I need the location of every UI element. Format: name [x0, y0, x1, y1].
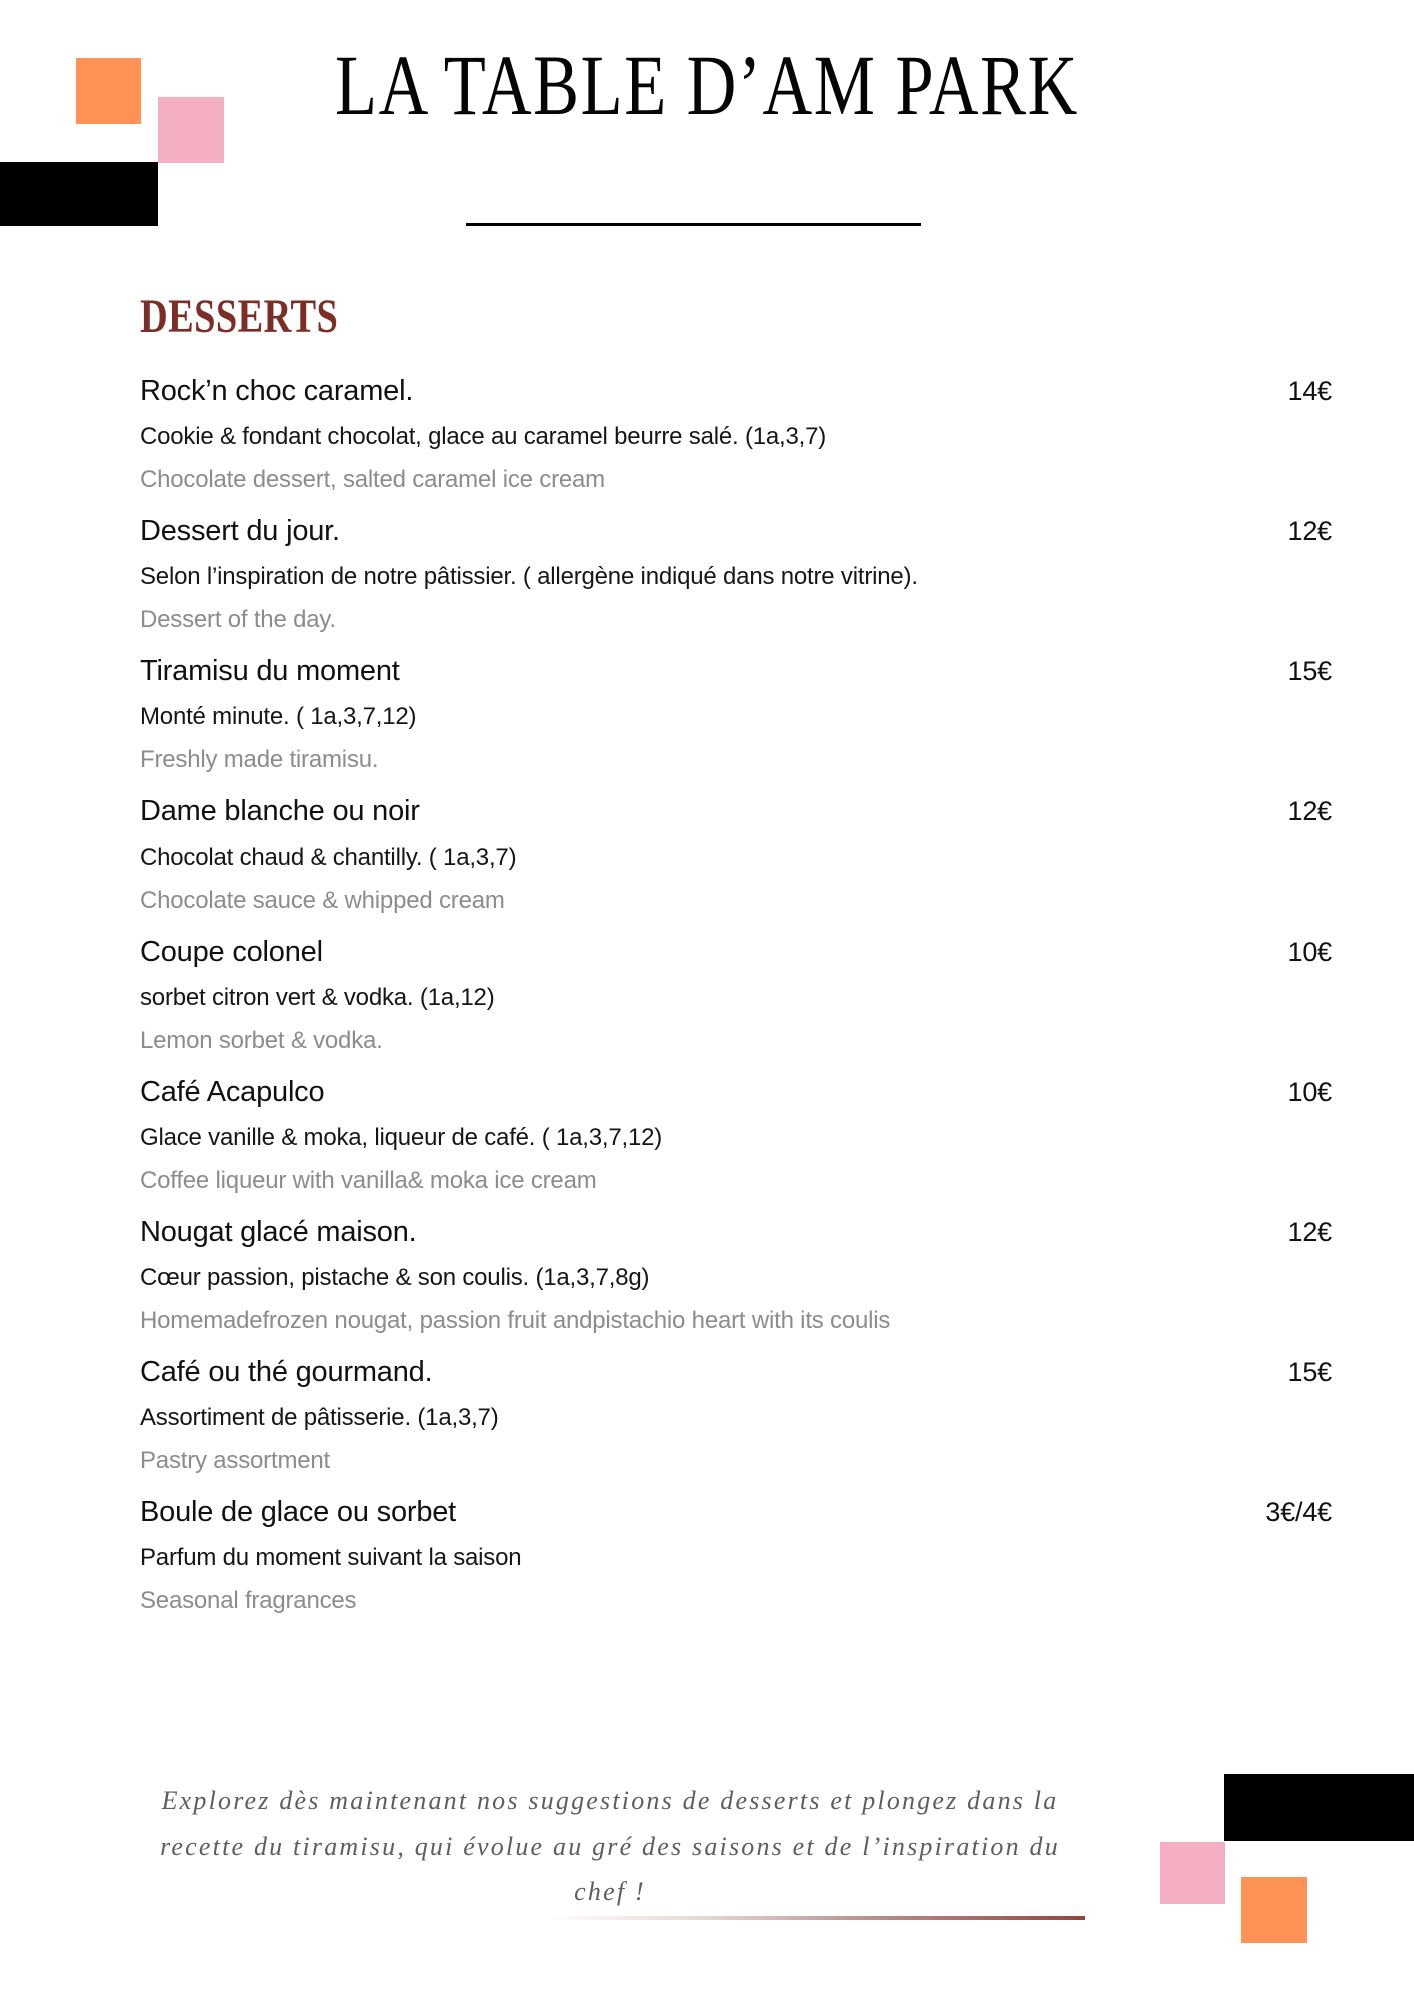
- menu-item: [140, 792, 1332, 918]
- decorative-rect-black-top-left: [0, 162, 158, 226]
- menu-item-description-fr: Selon l’inspiration de notre pâtissier. ( allergène indiqué dans notre vitrine).: [140, 563, 918, 591]
- menu-item-header: [140, 1073, 1332, 1112]
- menu-item-name: Dessert du jour.: [140, 515, 340, 548]
- restaurant-title: LA TABLE D’AM PARK: [335, 37, 1079, 133]
- menu-item-header: [140, 512, 1332, 551]
- menu-item-description-fr: Monté minute. ( 1a,3,7,12): [140, 703, 417, 731]
- menu-item-price: 14€: [1287, 376, 1332, 406]
- menu-item-description-en: Freshly made tiramisu.: [140, 746, 379, 774]
- menu-item-name: Coupe colonel: [140, 935, 323, 968]
- section-heading-desserts: DESSERTS: [140, 290, 339, 343]
- menu-item: [140, 933, 1332, 1059]
- footer-note: Explorez dès maintenant nos suggestions de desserts et plongez dans la recette du tiramisu, qui évolue au gré des saisons et de l’inspiration du chef !: [160, 1786, 1060, 1906]
- menu-item-price: 12€: [1287, 1216, 1332, 1247]
- menu-item-price: 12€: [1287, 516, 1332, 547]
- menu-item-price: 15€: [1287, 656, 1332, 687]
- menu-item: [140, 1493, 1332, 1619]
- menu-item-header: [140, 1493, 1332, 1532]
- menu-item: [140, 1073, 1332, 1199]
- menu-item-description-fr: Parfum du moment suivant la saison: [140, 1544, 522, 1572]
- menu-item-description-fr: Assortiment de pâtisserie. (1a,3,7): [140, 1404, 499, 1432]
- menu-item: [140, 1353, 1332, 1479]
- menu-item-header: [140, 372, 1332, 411]
- menu-item-description-en: Chocolate sauce & whipped cream: [140, 886, 505, 914]
- menu-item: [140, 372, 1332, 498]
- menu-item-description-en: Coffee liqueur with vanilla& moka ice cream: [140, 1166, 597, 1194]
- menu-item: [140, 652, 1332, 778]
- menu-item-price: 10€: [1287, 936, 1332, 967]
- menu-item-description-fr: Cookie & fondant chocolat, glace au caramel beurre salé. (1a,3,7): [140, 423, 827, 451]
- menu-item-description-fr: Glace vanille & moka, liqueur de café. ( 1a,3,7,12): [140, 1123, 663, 1151]
- menu-item-header: [140, 933, 1332, 972]
- footer-gradient-rule: [545, 1916, 1085, 1920]
- menu-item-name: Tiramisu du moment: [140, 655, 400, 688]
- menu-item-description-en: Homemadefrozen nougat, passion fruit andpistachio heart with its coulis: [140, 1306, 891, 1334]
- menu-item-header: [140, 1353, 1332, 1392]
- menu-item-price: 12€: [1287, 796, 1332, 827]
- menu-item-price: 10€: [1287, 1076, 1332, 1107]
- decorative-square-orange-top-left: [76, 58, 141, 124]
- menu-item-name: Dame blanche ou noir: [140, 795, 420, 828]
- decorative-square-pink-bottom-right: [1160, 1842, 1225, 1904]
- menu-item-name: Café Acapulco: [140, 1075, 325, 1108]
- menu-item-description-en: Lemon sorbet & vodka.: [140, 1026, 383, 1054]
- decorative-rect-black-bottom-right: [1224, 1774, 1414, 1841]
- menu-item: [140, 512, 1332, 638]
- decorative-square-orange-bottom-right: [1241, 1877, 1307, 1943]
- menu-item-price: 3€/4€: [1265, 1497, 1332, 1528]
- menu-item-description-en: Seasonal fragrances: [140, 1587, 357, 1615]
- menu-item: [140, 1213, 1332, 1339]
- menu-item-description-fr: Chocolat chaud & chantilly. ( 1a,3,7): [140, 843, 517, 871]
- menu-item-name: Boule de glace ou sorbet: [140, 1496, 457, 1529]
- menu-item-description-en: Pastry assortment: [140, 1447, 330, 1475]
- menu-item-header: [140, 652, 1332, 691]
- title-divider: [466, 223, 921, 226]
- menu-item-name: Café ou thé gourmand.: [140, 1355, 433, 1388]
- menu-item-description-en: Chocolate dessert, salted caramel ice cream: [140, 466, 605, 494]
- menu-item-price: 15€: [1287, 1356, 1332, 1387]
- menu-item-name: Nougat glacé maison.: [140, 1215, 417, 1248]
- menu-item-list: [140, 372, 1332, 1633]
- menu-item-description-fr: sorbet citron vert & vodka. (1a,12): [140, 983, 495, 1011]
- menu-item-name: Rock’n choc caramel.: [140, 375, 414, 407]
- menu-item-header: [140, 792, 1332, 831]
- menu-item-description-en: Dessert of the day.: [140, 606, 336, 634]
- menu-item-header: [140, 1213, 1332, 1252]
- menu-item-description-fr: Cœur passion, pistache & son coulis. (1a,3,7,8g): [140, 1263, 650, 1291]
